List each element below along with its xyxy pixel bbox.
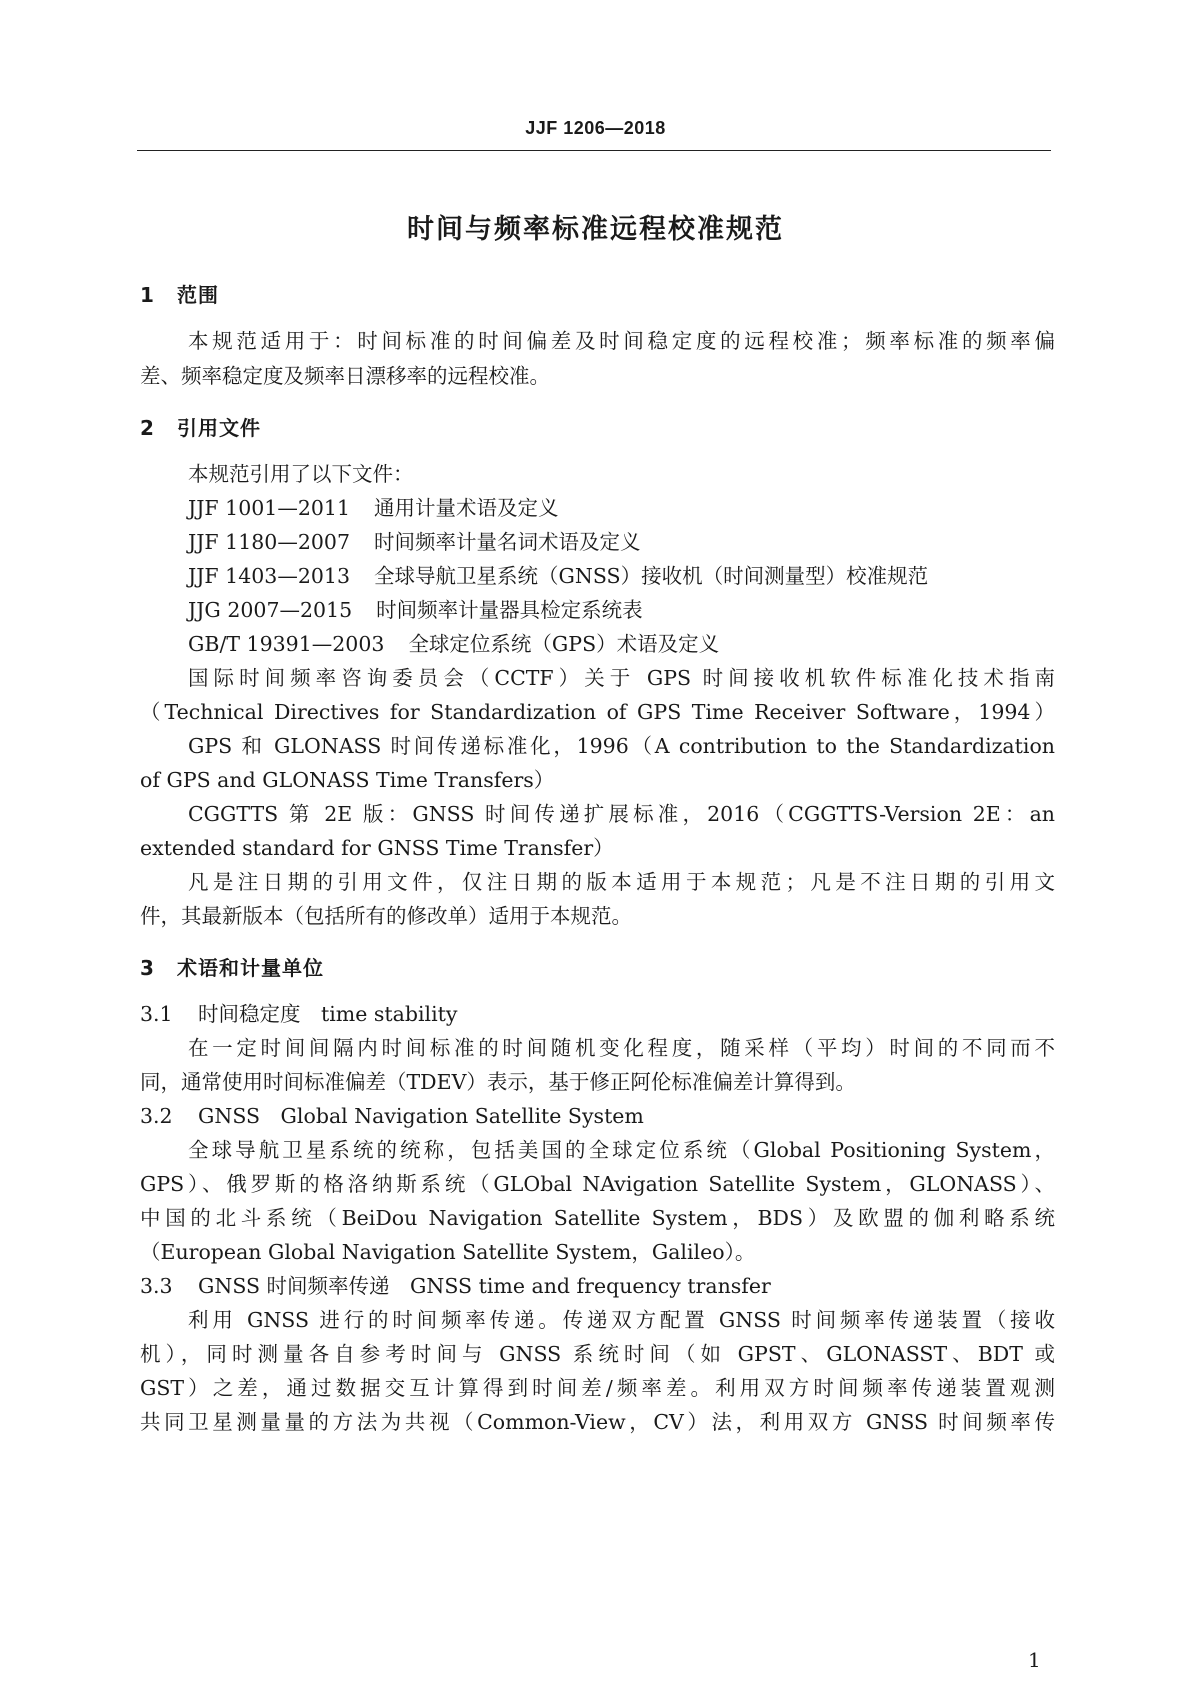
term-number: 3.1 [140,1002,173,1026]
section-3-heading [140,952,324,981]
reference-item [188,597,1055,623]
section-number: 2 [140,416,155,440]
paragraph-line: 国际时间频率咨询委员会（CCTF）关于 GPS 时间接收机软件标准化技术指南 [188,666,1055,690]
reference-item [188,529,1055,555]
paragraph-line: GPS）、俄罗斯的格洛纳斯系统（GLObal NAvigation Satellite System，GLONASS）、 [140,1172,1055,1196]
term-number: 3.3 [140,1274,173,1298]
reference-title: 全球导航卫星系统（GNSS）接收机（时间测量型）校准规范 [374,564,929,588]
section-number: 1 [140,283,155,307]
paragraph-line: 本规范适用于：时间标准的时间偏差及时间稳定度的远程校准；频率标准的频率偏 [188,329,1055,353]
paragraph-line: 全球导航卫星系统的统称，包括美国的全球定位系统（Global Positioning System， [188,1138,1055,1162]
header-rule [137,150,1051,151]
term-name: GNSS Global Navigation Satellite System [198,1104,644,1128]
paragraph-line: 凡是注日期的引用文件，仅注日期的版本适用于本规范；凡是不注日期的引用文 [188,870,1055,894]
section-title: 引用文件 [177,416,261,440]
paragraph-line: 中国的北斗系统（BeiDou Navigation Satellite System，BDS）及欧盟的伽利略系统 [140,1206,1055,1230]
paragraph-line: 同，通常使用时间标准偏差（TDEV）表示，基于修正阿伦标准偏差计算得到。 [140,1070,856,1094]
term-entry [140,1001,1055,1027]
paragraph-line: extended standard for GNSS Time Transfer） [140,836,614,860]
paragraph-line: 机），同时测量各自参考时间与 GNSS 系统时间（如 GPST、GLONASST、BDT 或 [140,1342,1055,1366]
reference-title: 时间频率计量器具检定系统表 [376,598,643,622]
reference-title: 时间频率计量名词术语及定义 [374,530,641,554]
term-entry [140,1103,1055,1129]
document-code-header: JJF 1206—2018 [525,118,666,138]
section-title: 范围 [177,283,219,307]
section-number: 3 [140,956,155,980]
reference-item [188,563,1055,589]
page-number: 1 [1028,1648,1041,1672]
reference-title: 全球定位系统（GPS）术语及定义 [408,632,720,656]
reference-item [188,631,1055,657]
section-2-heading [140,412,261,441]
paragraph-line: 利用 GNSS 进行的时间频率传递。传递双方配置 GNSS 时间频率传递装置（接收 [188,1308,1055,1332]
paragraph-line: 共同卫星测量量的方法为共视（Common-View，CV）法，利用双方 GNSS 时间频率传 [140,1410,1055,1434]
paragraph-line: 件，其最新版本（包括所有的修改单）适用于本规范。 [140,904,632,928]
paragraph-line: GPS 和 GLONASS 时间传递标准化，1996（A contribution to the Standardization [188,734,1055,758]
paragraph-line: 差、频率稳定度及频率日漂移率的远程校准。 [140,364,550,388]
reference-code: JJF 1403—2013 [188,564,351,588]
section-1-heading [140,279,219,308]
term-name: 时间稳定度 time stability [198,1002,458,1026]
reference-item [188,495,1055,521]
reference-code: JJG 2007—2015 [188,598,353,622]
reference-code: JJF 1001—2011 [188,496,351,520]
paragraph-line: （European Global Navigation Satellite System，Galileo）。 [140,1240,756,1264]
page-title: 时间与频率标准远程校准规范 [407,214,784,245]
reference-code: JJF 1180—2007 [188,530,351,554]
paragraph-line: CGGTTS 第 2E 版：GNSS 时间传递扩展标准，2016（CGGTTS-Version 2E：an [188,802,1055,826]
paragraph-line: （Technical Directives for Standardization of GPS Time Receiver Software，1994） [140,700,1055,724]
reference-title: 通用计量术语及定义 [374,496,559,520]
term-entry [140,1273,1055,1299]
section-title: 术语和计量单位 [177,956,324,980]
paragraph-line: 在一定时间间隔内时间标准的时间随机变化程度，随采样（平均）时间的不同而不 [188,1036,1055,1060]
term-name: GNSS 时间频率传递 GNSS time and frequency transfer [198,1274,771,1298]
paragraph-line: of GPS and GLONASS Time Transfers） [140,768,555,792]
term-number: 3.2 [140,1104,173,1128]
paragraph-line: 本规范引用了以下文件： [188,462,414,486]
reference-code: GB/T 19391—2003 [188,632,385,656]
paragraph-line: GST）之差，通过数据交互计算得到时间差/频率差。利用双方时间频率传递装置观测 [140,1376,1055,1400]
